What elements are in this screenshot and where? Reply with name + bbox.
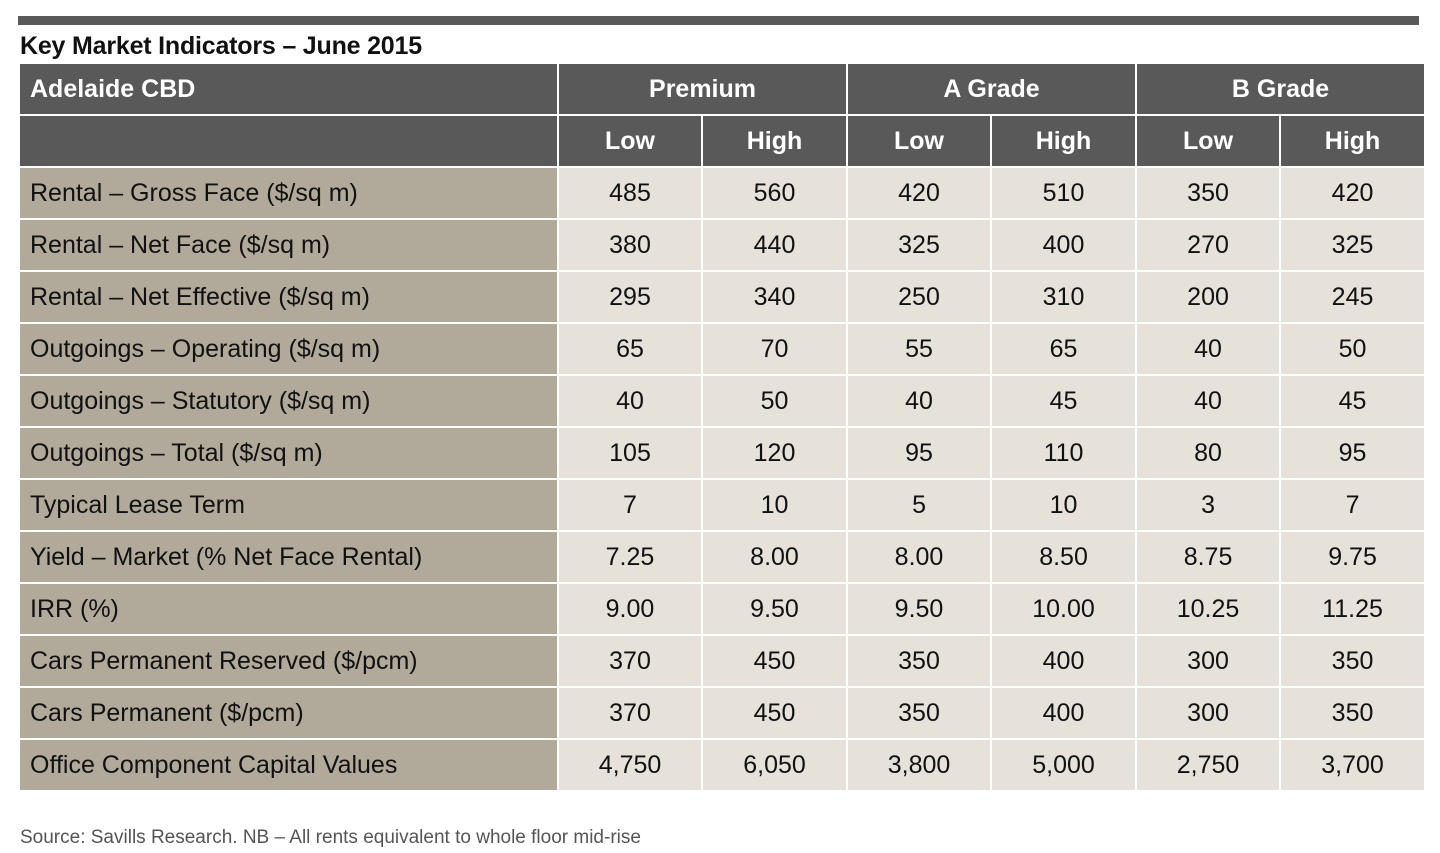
- value-cell: 40: [1136, 375, 1280, 427]
- subheader-a-grade-low: Low: [847, 115, 991, 167]
- value-cell: 10: [991, 479, 1136, 531]
- subheader-a-grade-high: High: [991, 115, 1136, 167]
- group-header-row: [19, 63, 1425, 115]
- value-cell: 8.00: [847, 531, 991, 583]
- value-cell: 110: [991, 427, 1136, 479]
- table-row: [19, 531, 1425, 583]
- value-cell: 8.00: [702, 531, 847, 583]
- value-cell: 65: [558, 323, 702, 375]
- page-title: Key Market Indicators – June 2015: [20, 32, 422, 60]
- row-label: Rental – Net Face ($/sq m): [19, 219, 558, 271]
- value-cell: 7.25: [558, 531, 702, 583]
- value-cell: 55: [847, 323, 991, 375]
- value-cell: 40: [558, 375, 702, 427]
- group-header-b-grade: B Grade: [1136, 63, 1425, 115]
- table-row: [19, 583, 1425, 635]
- row-label: Typical Lease Term: [19, 479, 558, 531]
- value-cell: 380: [558, 219, 702, 271]
- row-label: Rental – Net Effective ($/sq m): [19, 271, 558, 323]
- subheader-blank: [19, 115, 558, 167]
- value-cell: 95: [847, 427, 991, 479]
- value-cell: 50: [1280, 323, 1425, 375]
- value-cell: 245: [1280, 271, 1425, 323]
- value-cell: 95: [1280, 427, 1425, 479]
- value-cell: 10.00: [991, 583, 1136, 635]
- value-cell: 45: [991, 375, 1136, 427]
- value-cell: 9.00: [558, 583, 702, 635]
- value-cell: 200: [1136, 271, 1280, 323]
- value-cell: 485: [558, 167, 702, 219]
- value-cell: 8.50: [991, 531, 1136, 583]
- value-cell: 9.75: [1280, 531, 1425, 583]
- value-cell: 400: [991, 635, 1136, 687]
- value-cell: 450: [702, 635, 847, 687]
- value-cell: 120: [702, 427, 847, 479]
- table-row: [19, 323, 1425, 375]
- value-cell: 9.50: [702, 583, 847, 635]
- value-cell: 560: [702, 167, 847, 219]
- group-header-a-grade: A Grade: [847, 63, 1136, 115]
- value-cell: 310: [991, 271, 1136, 323]
- value-cell: 65: [991, 323, 1136, 375]
- value-cell: 45: [1280, 375, 1425, 427]
- value-cell: 300: [1136, 687, 1280, 739]
- row-label: Yield – Market (% Net Face Rental): [19, 531, 558, 583]
- value-cell: 11.25: [1280, 583, 1425, 635]
- row-label: Cars Permanent ($/pcm): [19, 687, 558, 739]
- value-cell: 420: [847, 167, 991, 219]
- value-cell: 510: [991, 167, 1136, 219]
- table-row: [19, 687, 1425, 739]
- value-cell: 80: [1136, 427, 1280, 479]
- value-cell: 300: [1136, 635, 1280, 687]
- row-label: Outgoings – Total ($/sq m): [19, 427, 558, 479]
- value-cell: 370: [558, 635, 702, 687]
- value-cell: 10: [702, 479, 847, 531]
- table-row: [19, 479, 1425, 531]
- value-cell: 420: [1280, 167, 1425, 219]
- row-label: Outgoings – Operating ($/sq m): [19, 323, 558, 375]
- group-header-premium: Premium: [558, 63, 847, 115]
- value-cell: 7: [558, 479, 702, 531]
- value-cell: 3: [1136, 479, 1280, 531]
- value-cell: 40: [1136, 323, 1280, 375]
- subheader-b-grade-high: High: [1280, 115, 1425, 167]
- value-cell: 8.75: [1136, 531, 1280, 583]
- row-label: Rental – Gross Face ($/sq m): [19, 167, 558, 219]
- value-cell: 350: [1280, 687, 1425, 739]
- value-cell: 325: [847, 219, 991, 271]
- corner-label: Adelaide CBD: [19, 63, 558, 115]
- subheader-premium-high: High: [702, 115, 847, 167]
- value-cell: 10.25: [1136, 583, 1280, 635]
- table-row: [19, 271, 1425, 323]
- table-row: [19, 375, 1425, 427]
- table-row: [19, 635, 1425, 687]
- value-cell: 350: [1280, 635, 1425, 687]
- value-cell: 50: [702, 375, 847, 427]
- value-cell: 2,750: [1136, 739, 1280, 791]
- table-row: [19, 219, 1425, 271]
- table-row: [19, 739, 1425, 791]
- subheader-row: [19, 115, 1425, 167]
- value-cell: 340: [702, 271, 847, 323]
- value-cell: 325: [1280, 219, 1425, 271]
- value-cell: 350: [1136, 167, 1280, 219]
- value-cell: 105: [558, 427, 702, 479]
- table-body: [19, 167, 1425, 791]
- value-cell: 400: [991, 219, 1136, 271]
- row-label: Outgoings – Statutory ($/sq m): [19, 375, 558, 427]
- value-cell: 5: [847, 479, 991, 531]
- value-cell: 70: [702, 323, 847, 375]
- value-cell: 350: [847, 635, 991, 687]
- value-cell: 40: [847, 375, 991, 427]
- subheader-premium-low: Low: [558, 115, 702, 167]
- value-cell: 450: [702, 687, 847, 739]
- subheader-b-grade-low: Low: [1136, 115, 1280, 167]
- value-cell: 3,700: [1280, 739, 1425, 791]
- value-cell: 3,800: [847, 739, 991, 791]
- table-row: [19, 427, 1425, 479]
- value-cell: 7: [1280, 479, 1425, 531]
- value-cell: 9.50: [847, 583, 991, 635]
- value-cell: 6,050: [702, 739, 847, 791]
- key-market-indicators-table: [18, 62, 1426, 792]
- row-label: Office Component Capital Values: [19, 739, 558, 791]
- row-label: IRR (%): [19, 583, 558, 635]
- value-cell: 370: [558, 687, 702, 739]
- value-cell: 400: [991, 687, 1136, 739]
- source-footnote: Source: Savills Research. NB – All rents equivalent to whole floor mid-rise: [20, 827, 641, 848]
- value-cell: 250: [847, 271, 991, 323]
- table-row: [19, 167, 1425, 219]
- value-cell: 270: [1136, 219, 1280, 271]
- value-cell: 4,750: [558, 739, 702, 791]
- value-cell: 5,000: [991, 739, 1136, 791]
- value-cell: 295: [558, 271, 702, 323]
- value-cell: 350: [847, 687, 991, 739]
- value-cell: 440: [702, 219, 847, 271]
- top-rule: [18, 16, 1419, 25]
- row-label: Cars Permanent Reserved ($/pcm): [19, 635, 558, 687]
